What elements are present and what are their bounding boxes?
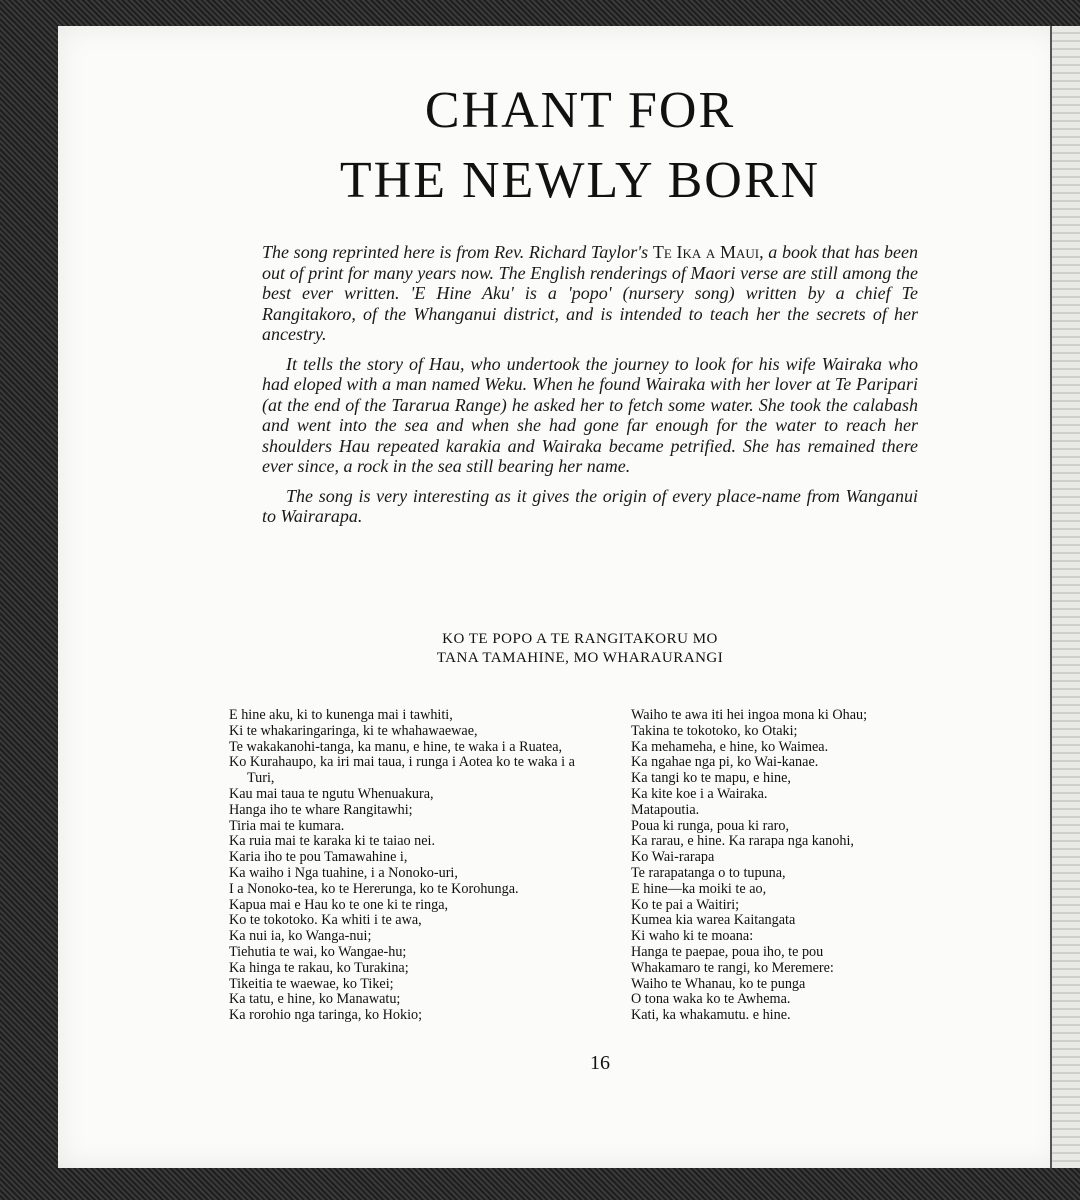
page-title-line-1: CHANT FOR — [424, 82, 736, 139]
verse-line: Matapoutia. — [631, 801, 700, 818]
verse-column-right — [631, 708, 961, 1024]
song-heading-line-1: KO TE POPO A TE RANGITAKORU MO — [442, 631, 718, 647]
verse-line: Ka ruia mai te karaka ki te taiao nei. — [229, 833, 436, 850]
verse-line: Tikeitia te waewae, ko Tikei; — [229, 975, 394, 992]
verse-line: Tiria mai te kumara. — [229, 817, 345, 834]
verse-line: Waiho te Whanau, ko te punga — [631, 975, 806, 992]
verse-line: Kati, ka whakamutu. e hine. — [631, 1007, 791, 1024]
verse-line: Ko Wai-rarapa — [631, 849, 715, 866]
intro-paragraph-1-start: The song reprinted here is from Rev. Richard Taylor's — [262, 242, 653, 262]
intro-text — [262, 242, 918, 536]
verse-line: Kau mai taua te ngutu Whenuakura, — [229, 785, 434, 802]
verse-line: Ko Kurahaupo, ka iri mai taua, i runga i Aotea ko te waka i a Turi, — [229, 754, 575, 787]
page-number: 16 — [590, 1052, 610, 1074]
verse-line: Hanga iho te whare Rangitawhi; — [229, 801, 413, 818]
verse-line: Ka nui ia, ko Wanga-nui; — [229, 928, 372, 945]
verse-line: Waiho te awa iti hei ingoa mona ki Ohau; — [631, 707, 868, 723]
verse-line: Te rarapatanga o to tupuna, — [631, 864, 786, 881]
verse-column-left — [229, 708, 585, 1024]
verse-line: Kumea kia warea Kaitangata — [631, 912, 796, 929]
verse-line: Ko te pai a Waitiri; — [631, 896, 740, 913]
verse-line: Ka ngahae nga pi, ko Wai-kanae. — [631, 754, 819, 771]
verse-line: Ka tangi ko te mapu, e hine, — [631, 770, 791, 787]
verse-line: Whakamaro te rangi, ko Meremere: — [631, 959, 834, 976]
verse-line: Ka waiho i Nga tuahine, i a Nonoko-uri, — [229, 864, 458, 881]
verse-line: E hine aku, ki to kunenga mai i tawhiti, — [229, 707, 453, 723]
verse-line: Karia iho te pou Tamawahine i, — [229, 849, 408, 866]
verse-line: Ka rorohio nga taringa, ko Hokio; — [229, 1007, 423, 1024]
verse-line: Te wakakanohi-tanga, ka manu, e hine, te waka i a Ruatea, — [229, 738, 563, 755]
verse-line: E hine—ka moiki te ao, — [631, 880, 767, 897]
book-title: Te Ika a Maui — [652, 242, 760, 262]
verse-line: Hanga te paepae, poua iho, te pou — [631, 943, 824, 960]
verse-line: Poua ki runga, poua ki raro, — [631, 817, 789, 834]
verse-line: O tona waka ko te Awhema. — [631, 991, 791, 1008]
verse-line: Takina te tokotoko, ko Otaki; — [631, 722, 798, 739]
verse-line: Ka hinga te rakau, ko Turakina; — [229, 959, 409, 976]
verse-line: Ki waho ki te moana: — [631, 928, 754, 945]
verse-line: Ka mehameha, e hine, ko Waimea. — [631, 738, 829, 755]
song-heading — [330, 630, 830, 668]
verse-line: I a Nonoko-tea, ko te Hererunga, ko te Korohunga. — [229, 880, 519, 897]
intro-paragraph-1-end: , a book that has been out of print for many years now. The English renderings of Maori verse are still among the best ever written. 'E Hine Aku' is a 'popo' (nursery song) written by a chief Te Rangitakoro, of the Whanganui district, and is intended to teach her the secrets of her ancestry. — [262, 242, 918, 344]
verse-line: Ki te whakaringaringa, ki te whahawaewae, — [229, 722, 478, 739]
intro-paragraph-3: The song is very interesting as it gives the origin of every place-name from Wanganui to Wairarapa. — [262, 485, 918, 526]
intro-paragraph-1 — [262, 242, 918, 345]
verse-line: Tiehutia te wai, ko Wangae-hu; — [229, 943, 407, 960]
verse-line: Kapua mai e Hau ko te one ki te ringa, — [229, 896, 449, 913]
verse-line: Ko te tokotoko. Ka whiti i te awa, — [229, 912, 422, 929]
binding-edge — [1050, 26, 1080, 1168]
song-heading-line-2: TANA TAMAHINE, MO WHARAURANGI — [436, 650, 724, 666]
intro-paragraph-2: It tells the story of Hau, who undertook the journey to look for his wife Wairaka who had eloped with a man named Weku. When he found Wairaka with her lover at Te Paripari (at the end of the Tararua Range) he asked her to fetch some water. She took the calabash and went into the sea and when she had gone far enough for the water to reach her shoulders Hau repeated karakia and Wairaka became petrified. She has remained there ever since, a rock in the sea still bearing her name. — [262, 353, 918, 476]
verse-line: Ka kite koe i a Wairaka. — [631, 785, 768, 802]
verse-line: Ka tatu, e hine, ko Manawatu; — [229, 991, 401, 1008]
verse-line: Ka rarau, e hine. Ka rarapa nga kanohi, — [631, 833, 854, 850]
page-title-line-2: THE NEWLY BORN — [339, 152, 821, 209]
